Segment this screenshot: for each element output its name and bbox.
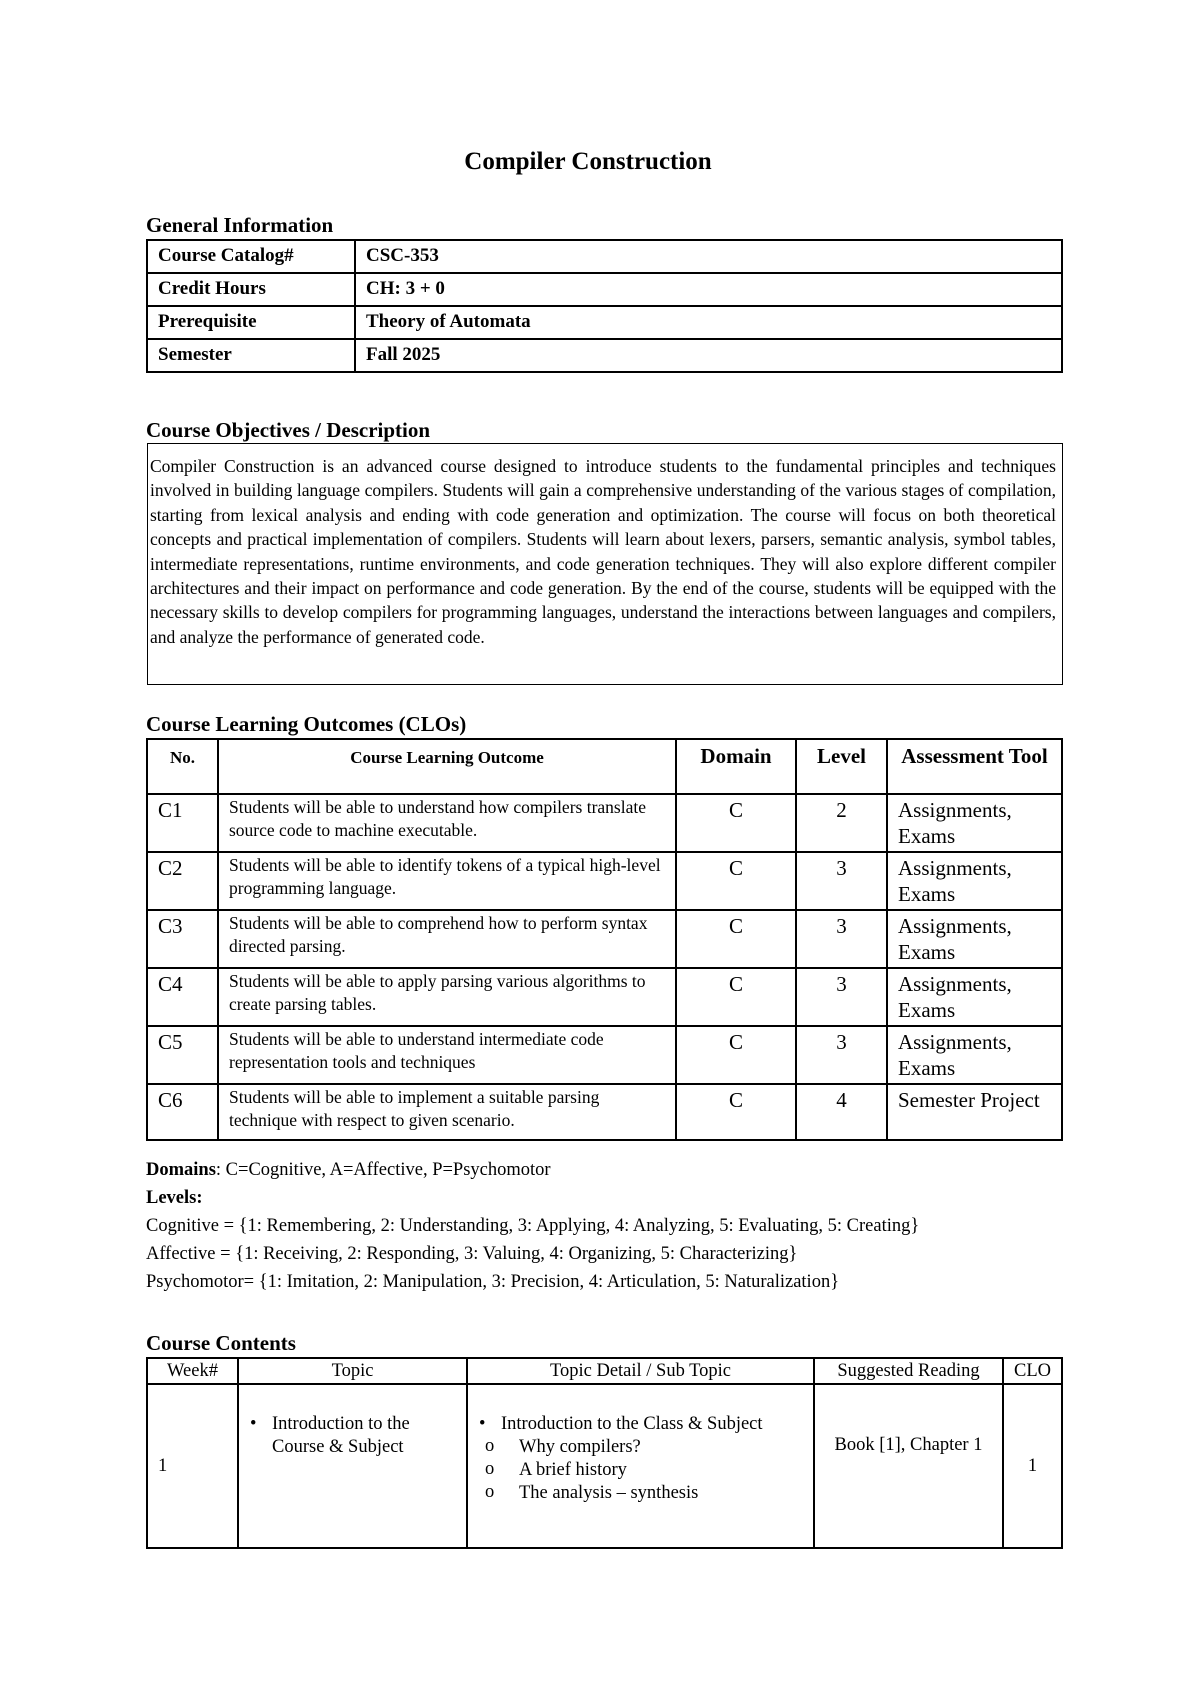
clo-no: C3 [147, 910, 218, 968]
col-header-detail: Topic Detail / Sub Topic [467, 1358, 814, 1384]
list-item: o Why compilers? [485, 1436, 641, 1457]
domains-line [146, 1156, 919, 1184]
clo-level: 2 [796, 794, 887, 852]
circle-bullet-icon: o [485, 1459, 495, 1479]
contents-heading: Course Contents [146, 1331, 296, 1355]
col-header-topic: Topic [238, 1358, 467, 1384]
table-row [147, 1026, 1062, 1084]
table-row [147, 852, 1062, 910]
clo-no: C5 [147, 1026, 218, 1084]
clo-no: C1 [147, 794, 218, 852]
clo-heading: Course Learning Outcomes (CLOs) [146, 712, 467, 736]
list-item: o The analysis – synthesis [485, 1482, 699, 1503]
clo-level: 3 [796, 1026, 887, 1084]
table-row [147, 968, 1062, 1026]
clo-table [146, 738, 1063, 1141]
table-row [147, 339, 1062, 372]
clo-level: 3 [796, 852, 887, 910]
prerequisite-label: Prerequisite [147, 306, 355, 339]
list-item: o A brief history [485, 1459, 627, 1480]
credit-hours-value: CH: 3 + 0 [355, 273, 1062, 306]
clo-no: C4 [147, 968, 218, 1026]
clo-domain: C [676, 910, 796, 968]
bullet-icon: • [250, 1414, 257, 1434]
table-row [147, 273, 1062, 306]
table-row [147, 1384, 1062, 1548]
clo-outcome: Students will be able to apply parsing various algorithms to create parsing tables. [218, 968, 676, 1026]
clo-domain: C [676, 1026, 796, 1084]
objectives-text: Compiler Construction is an advanced course designed to introduce students to the fundamental principles and techniques involved in building language compilers. Students will gain a comprehensive understanding of the various stages of compilation, starting from lexical analysis and ending with code generation and optimization. The course will focus on both theoretical concepts and practical implementation of compilers. Students will learn about lexers, parsers, semantic analysis, symbol tables, intermediate representations, runtime environments, and code generation techniques. They will also explore different compiler architectures and their impact on performance and code generation. By the end of the course, students will be equipped with the necessary skills to develop compilers for programming languages, understand the interactions between languages and compilers, and analyze the performance of generated code. [147, 443, 1063, 685]
clo-domain: C [676, 968, 796, 1026]
topic-cell [238, 1384, 467, 1548]
clo-tool: Assignments, Exams [887, 1026, 1062, 1084]
table-header-row [147, 739, 1062, 794]
domains-label: Domains [146, 1160, 216, 1180]
objectives-heading: Course Objectives / Description [146, 418, 431, 442]
clo-outcome: Students will be able to identify tokens of a typical high-level programming language. [218, 852, 676, 910]
clo-tool: Semester Project [887, 1084, 1062, 1140]
general-info-table [146, 239, 1063, 373]
semester-value: Fall 2025 [355, 339, 1062, 372]
col-header-level: Level [796, 739, 887, 794]
table-row [147, 910, 1062, 968]
cognitive-levels: Cognitive = {1: Remembering, 2: Understanding, 3: Applying, 4: Analyzing, 5: Evaluating, 5: Creating} [146, 1216, 920, 1236]
clo-no: C2 [147, 852, 218, 910]
clo-domain: C [676, 852, 796, 910]
clo-outcome: Students will be able to comprehend how to perform syntax directed parsing. [218, 910, 676, 968]
detail-cell [467, 1384, 814, 1548]
bullet-icon: • [479, 1414, 486, 1434]
psychomotor-levels: Psychomotor= {1: Imitation, 2: Manipulation, 3: Precision, 4: Articulation, 5: Naturalization} [146, 1272, 840, 1292]
table-row [147, 1084, 1062, 1140]
prerequisite-value: Theory of Automata [355, 306, 1062, 339]
week-cell: 1 [147, 1384, 238, 1548]
domains-legend [146, 1156, 919, 1296]
col-header-no: No. [147, 739, 218, 794]
table-header-row [147, 1358, 1062, 1384]
clo-tool: Assignments, Exams [887, 910, 1062, 968]
table-row [147, 240, 1062, 273]
semester-label: Semester [147, 339, 355, 372]
clo-tool: Assignments, Exams [887, 794, 1062, 852]
table-row [147, 794, 1062, 852]
col-header-reading: Suggested Reading [814, 1358, 1003, 1384]
col-header-clo: CLO [1003, 1358, 1062, 1384]
col-header-domain: Domain [676, 739, 796, 794]
col-header-tool: Assessment Tool [887, 739, 1062, 794]
clo-outcome: Students will be able to understand how compilers translate source code to machine executable. [218, 794, 676, 852]
clo-outcome: Students will be able to implement a suitable parsing technique with respect to given scenario. [218, 1084, 676, 1140]
clo-tool: Assignments, Exams [887, 852, 1062, 910]
clo-domain: C [676, 794, 796, 852]
clo-tool: Assignments, Exams [887, 968, 1062, 1026]
catalog-label: Course Catalog# [147, 240, 355, 273]
col-header-week: Week# [147, 1358, 238, 1384]
page-title: Compiler Construction [464, 148, 712, 175]
list-item: • Introduction to the Course & Subject [250, 1414, 410, 1457]
reading-cell: Book [1], Chapter 1 [814, 1384, 1003, 1548]
clo-outcome: Students will be able to understand intermediate code representation tools and techniques [218, 1026, 676, 1084]
clo-no: C6 [147, 1084, 218, 1140]
circle-bullet-icon: o [485, 1436, 495, 1456]
clo-level: 4 [796, 1084, 887, 1140]
clo-domain: C [676, 1084, 796, 1140]
domains-text: : C=Cognitive, A=Affective, P=Psychomotor [215, 1160, 551, 1180]
table-row [147, 306, 1062, 339]
clo-level: 3 [796, 968, 887, 1026]
levels-label: Levels: [146, 1188, 203, 1208]
credit-hours-label: Credit Hours [147, 273, 355, 306]
catalog-value: CSC-353 [355, 240, 1062, 273]
circle-bullet-icon: o [485, 1482, 495, 1502]
contents-table [146, 1357, 1063, 1549]
clo-level: 3 [796, 910, 887, 968]
general-info-heading: General Information [146, 213, 334, 237]
col-header-outcome: Course Learning Outcome [218, 739, 676, 794]
affective-levels: Affective = {1: Receiving, 2: Responding, 3: Valuing, 4: Organizing, 5: Characterizing} [146, 1244, 798, 1264]
clo-cell: 1 [1003, 1384, 1062, 1548]
list-item: • Introduction to the Class & Subject [479, 1414, 763, 1434]
